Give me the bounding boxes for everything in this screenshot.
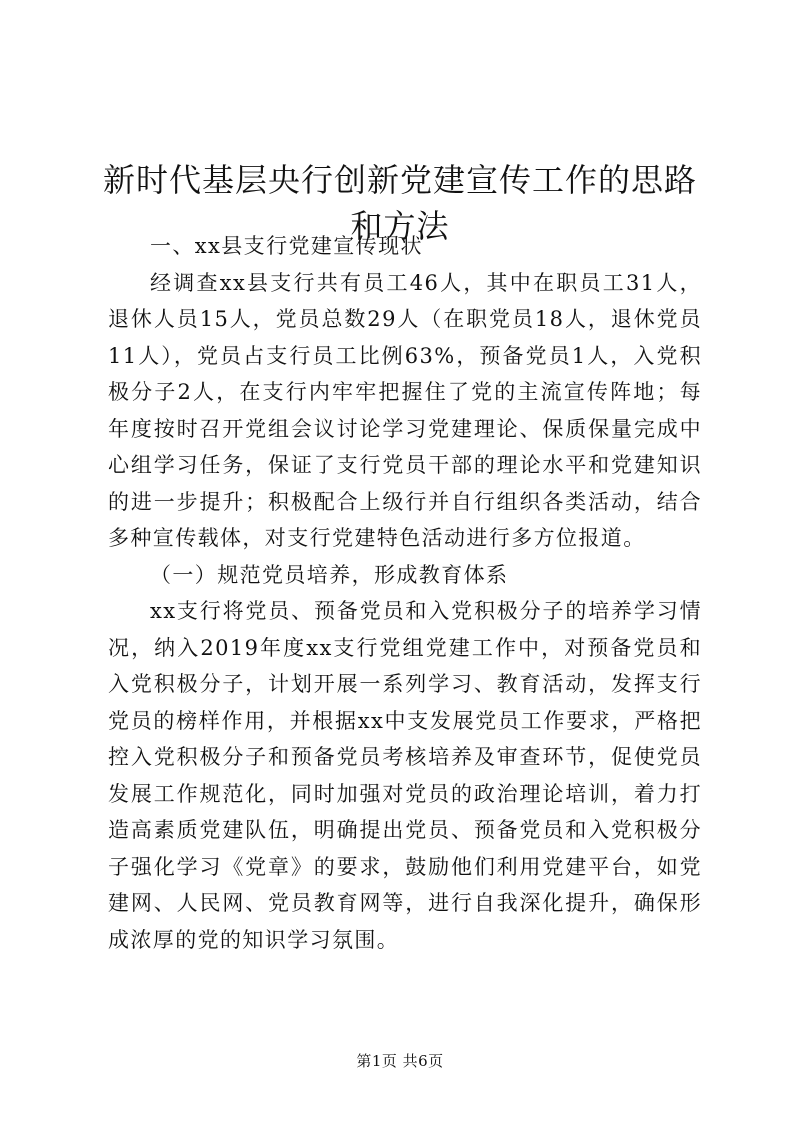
page-number-footer: 第1页 共6页: [356, 1052, 444, 1070]
document-body: [108, 228, 702, 958]
document-title: 新时代基层央行创新党建宣传工作的思路和方法: [102, 161, 697, 246]
paragraph-1: 经调查xx县支行共有员工46人，其中在职员工31人，退休人员15人，党员总数29人（在职党员18人，退休党员11人），党员占支行员工比例63%，预备党员1人，入党积极分子2人，在支行内牢牢把握住了党的主流宣传阵地；每年度按时召开党组会议讨论学习党建理论、保质保量完成中心组学习任务，保证了支行党员干部的理论水平和党建知识的进一步提升；积极配合上级行并自行组织各类活动，结合多种宣传载体，对支行党建特色活动进行多方位报道。: [108, 270, 702, 550]
paragraph-2: xx支行将党员、预备党员和入党积极分子的培养学习情况，纳入2019年度xx支行党组党建工作中，对预备党员和入党积极分子，计划开展一系列学习、教育活动，发挥支行党员的榜样作用，并根据xx中支发展党员工作要求，严格把控入党积极分子和预备党员考核培养及审查环节，促使党员发展工作规范化，同时加强对党员的政治理论培训，着力打造高素质党建队伍，明确提出党员、预备党员和入党积极分子强化学习《党章》的要求，鼓励他们利用党建平台，如党建网、人民网、党员教育网等，进行自我深化提升，确保形成浓厚的党的知识学习氛围。: [108, 599, 702, 952]
section-heading-1: 一、xx县支行党建宣传现状: [150, 234, 423, 258]
section-heading-2: （一）规范党员培养，形成教育体系: [150, 562, 509, 587]
